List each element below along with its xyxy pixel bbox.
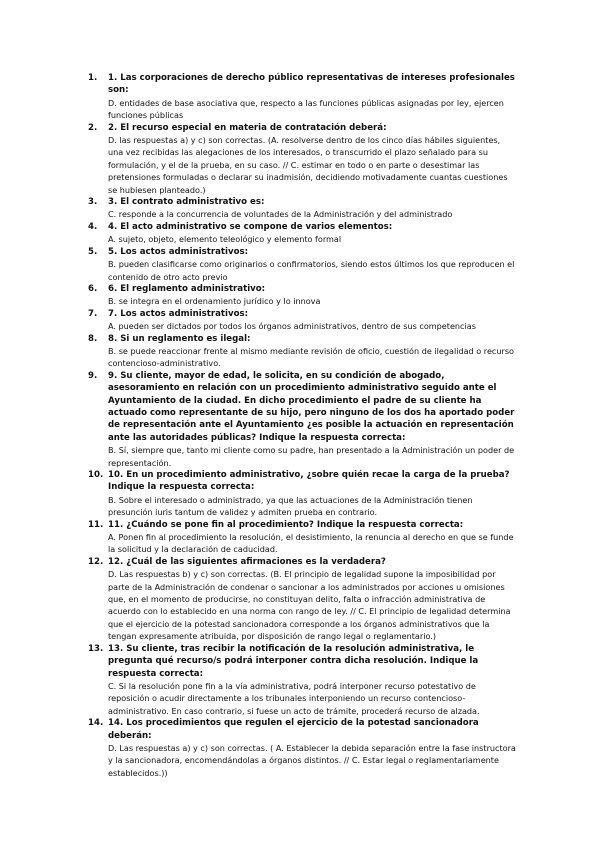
question-number: 4. (88, 221, 98, 232)
question-item (88, 643, 516, 717)
question-number: 14. (88, 718, 104, 729)
question-text: 10. En un procedimiento administrativo, ¿sobre quién recae la carga de la prueba? Indique la respuesta correcta: (108, 470, 510, 493)
answer-text: D. Las respuestas b) y c) son correctas. (B. El principio de legalidad supone la imposibilidad por parte de la Administración de condenar o sancionar a los administrados por acciones u omisiones que, en el momento de producirse, no constituyan delito, falta o infracción administrativa de acuerdo con lo establecido en una norma con rango de ley. // C. El principio de legalidad determina que el ejercicio de la potestad sancionadora corresponde a los órganos administrativos que la tengan expresamente atribuida, por disposición de rango legal o reglamentario.) (108, 569, 511, 642)
question-number: 13. (88, 643, 104, 654)
question-item (88, 221, 516, 246)
question-number: 11. (88, 519, 104, 530)
question-number: 1. (88, 73, 98, 83)
question-item (88, 717, 516, 779)
answer-text: D. entidades de base asociativa que, respecto a las funciones públicas asignadas por ley, ejercen funciones públicas (108, 97, 504, 121)
answer-text: C. Si la resolución pone fin a la vía administrativa, podrá interponer recurso potestativo de reposición o acudir directamente a los tribunales interponiendo un recurso contencioso-administrativo. En caso contrario, si fuese un acto de trámite, procederá recurso de alzada. (108, 680, 480, 716)
question-number: 7. (88, 308, 98, 319)
question-number: 3. (88, 197, 98, 208)
question-item (88, 556, 516, 643)
question-item (88, 196, 516, 221)
answer-text: C. responde a la concurrencia de voluntades de la Administración y del administrado (108, 209, 453, 220)
question-text: 12. ¿Cuál de las siguientes afirmaciones es la verdadera? (108, 556, 386, 567)
answer-text: A. sujeto, objeto, elemento teleológico y elemento formal (108, 234, 342, 245)
answer-text: A. pueden ser dictados por todos los órganos administrativos, dentro de sus competencias (108, 321, 476, 332)
question-text: 3. El contrato administrativo es: (108, 197, 265, 208)
question-list (88, 72, 516, 779)
question-text: 6. El reglamento administrativo: (108, 283, 266, 294)
question-number: 12. (88, 556, 104, 567)
question-item (88, 283, 516, 308)
question-item (88, 370, 516, 469)
question-text: 2. El recurso especial en materia de contratación deberá: (108, 122, 387, 133)
question-text: 5. Los actos administrativos: (108, 246, 249, 257)
question-item (88, 519, 516, 556)
answer-text: B. se integra en el ordenamiento jurídico y lo innova (108, 296, 321, 307)
question-text: 11. ¿Cuándo se pone fin al procedimiento? Indique la respuesta correcta: (108, 519, 464, 530)
answer-text: A. Ponen fin al procedimiento la resolución, el desistimiento, la renuncia al derecho en que se funde la solicitud y la declaración de caducidad. (108, 532, 514, 555)
question-number: 8. (88, 333, 98, 344)
answer-text: B. Sí, siempre que, tanto mi cliente como su padre, han presentado a la Administración un poder de representación. (108, 445, 515, 468)
question-text: 13. Su cliente, tras recibir la notificación de la resolución administrativa, le pregunta qué recurso/s podrá interponer contra dicha resolución. Indique la respuesta correcta: (108, 643, 479, 679)
question-item (88, 469, 516, 519)
question-text: 9. Su cliente, mayor de edad, le solicita, en su condición de abogado, asesoramiento en relación con un procedimiento administrativo seguido ante el Ayuntamiento de la ciudad. En dicho procedimiento el padre de su cliente ha actuado como representante de su hijo, pero ninguno de los dos ha aportado poder de representación ante el Ayuntamiento ¿es posible la actuación en representación ante las autoridades públicas? Indique la respuesta correcta: (108, 370, 515, 443)
question-text: 8. Si un reglamento es ilegal: (108, 333, 251, 344)
answer-text: D. Las respuestas a) y c) son correctas. ( A. Establecer la debida separación entre la fase instructora y la sancionadora, encomendándolas a órganos distintos. // C. Estar legal o reglamentariamente establecidos.)) (108, 742, 516, 778)
question-item (88, 308, 516, 333)
question-number: 10. (88, 470, 104, 480)
question-number: 9. (88, 370, 98, 381)
question-text: 4. El acto administrativo se compone de varios elementos: (108, 221, 393, 232)
question-number: 2. (88, 122, 98, 133)
question-item (88, 333, 516, 370)
answer-text: D. las respuestas a) y c) son correctas. (A. resolverse dentro de los cinco días hábiles siguientes, una vez recibidas las alegaciones de los interesados, o transcurrido el plazo señalado para su formulación, y el de la prueba, en su caso. // C. estimar en todo o en parte o desestimar las pretensiones formuladas o declarar su inadmisión, decidiendo motivadamente cuantas cuestiones se hubiesen planteado.) (108, 135, 508, 195)
question-item (88, 122, 516, 196)
answer-text: B. pueden clasificarse como originarios o confirmatorios, siendo estos últimos los que reproducen el contenido de otro acto previo (108, 259, 515, 282)
question-item (88, 72, 516, 122)
answer-text: B. Sobre el interesado o administrado, ya que las actuaciones de la Administración tienen presunción iuris tantum de validez y admiten prueba en contrario. (108, 494, 473, 518)
question-text: 14. Los procedimientos que regulen el ejercicio de la potestad sancionadora deberán: (108, 718, 479, 741)
question-text: 1. Las corporaciones de derecho público representativas de intereses profesionales son: (108, 73, 515, 96)
answer-text: B. se puede reaccionar frente al mismo mediante revisión de oficio, cuestión de ilegalidad o recurso contencioso-administrativo. (108, 345, 514, 369)
question-number: 6. (88, 283, 98, 294)
question-number: 5. (88, 246, 98, 257)
question-item (88, 246, 516, 283)
question-text: 7. Los actos administrativos: (108, 308, 249, 319)
